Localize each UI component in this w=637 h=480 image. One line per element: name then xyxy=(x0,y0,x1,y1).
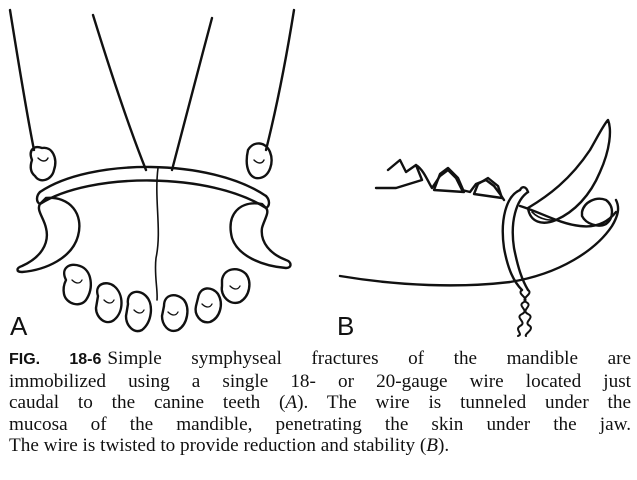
panel-a-reference: A xyxy=(285,392,298,413)
panel-b-drawing xyxy=(340,120,618,336)
caption-line-5-pre: The wire is twisted to provide reduction and stability ( xyxy=(9,435,427,456)
caption-line-3-post: ). The wire is tunneled under the xyxy=(297,392,631,413)
incisor-3 xyxy=(126,292,151,331)
left-canine-tooth xyxy=(18,198,80,272)
wire-loop-bottom xyxy=(40,180,266,208)
caption-line-4: mucosa of the mandible, penetrating the skin under the jaw. xyxy=(9,413,631,435)
panel-a-drawing xyxy=(10,10,294,331)
incisor-6 xyxy=(222,269,250,303)
panel-a-label: A xyxy=(10,311,28,341)
lateral-incisor-tooth xyxy=(582,199,612,226)
twisted-wire-end xyxy=(518,290,531,336)
incisor-5 xyxy=(196,288,221,322)
right-inner-line xyxy=(172,18,212,170)
caption-line-5-post: ). xyxy=(437,435,450,456)
panel-b-label: B xyxy=(337,311,355,341)
figure-caption xyxy=(9,348,631,457)
caption-line-5 xyxy=(9,435,631,457)
left-mandible-outline xyxy=(10,10,34,150)
caption-line-3 xyxy=(9,392,631,414)
right-canine-tooth xyxy=(231,203,291,268)
figure-number: FIG. 18-6 xyxy=(9,351,102,368)
symphysis-fracture-line xyxy=(155,168,158,300)
mandible-lower-border xyxy=(340,200,618,285)
caption-line-3-pre: caudal to the canine teeth ( xyxy=(9,392,286,413)
lateral-canine-tooth xyxy=(528,120,610,223)
caption-line-2: immobilized using a single 18- or 20-gauge wire located just xyxy=(9,370,631,392)
right-premolar-tooth xyxy=(247,143,272,178)
right-mandible-outline xyxy=(266,10,294,150)
left-inner-line xyxy=(93,15,146,170)
left-premolar-tooth xyxy=(31,147,56,180)
caption-line-1 xyxy=(9,348,631,371)
incisor-1 xyxy=(64,265,91,304)
caption-line-1-text: Simple symphyseal fractures of the mandible are xyxy=(107,348,631,369)
panel-b-reference: B xyxy=(426,435,438,456)
incisor-4 xyxy=(162,295,187,331)
